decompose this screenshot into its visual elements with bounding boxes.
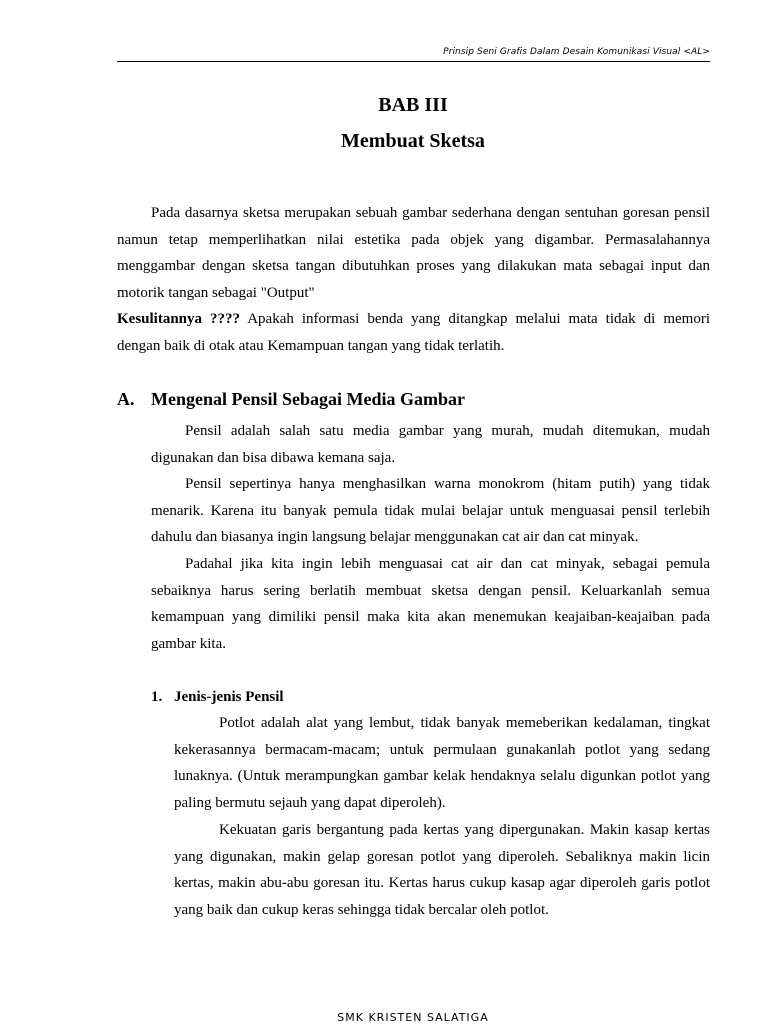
difficulty-text: Apakah informasi benda yang ditangkap melalui mata tidak di memori dengan baik di otak atau Kemampuan tangan yang tidak terlatih.: [117, 311, 710, 354]
subsection-1-number: 1.: [151, 689, 163, 705]
section-a-paragraph-1: Pensil adalah salah satu media gambar yang murah, mudah ditemukan, mudah digunakan dan bisa dibawa kemana saja.: [151, 423, 710, 466]
section-a-heading: [117, 389, 465, 410]
section-a-title: Mengenal Pensil Sebagai Media Gambar: [151, 389, 465, 409]
page-footer: SMK KRISTEN SALATIGA: [337, 1011, 489, 1024]
difficulty-paragraph: [117, 306, 710, 359]
subsection-1-paragraph-1: Potlot adalah alat yang lembut, tidak banyak memeberikan kedalaman, tingkat kekerasannya bermacam-macam; untuk permulaan gunakanlah potlot yang sedang lunaknya. (Untuk merampungkan gambar kelak hendaknya selalu digunkan potlot yang paling bermutu sejauh yang dapat diperoleh).: [174, 715, 710, 811]
section-a-paragraph-3: Padahal jika kita ingin lebih menguasai cat air dan cat minyak, sebagai pemula sebaiknya harus sering berlatih membuat sketsa dengan pensil. Keluarkanlah semua kemampuan yang dimiliki pensil maka kita akan menemukan keajaiban-keajaiban pada gambar kita.: [151, 556, 710, 652]
intro-paragraph: Pada dasarnya sketsa merupakan sebuah gambar sederhana dengan sentuhan goresan pensil namun tetap memperlihatkan nilai estetika pada objek yang digambar. Permasalahannya menggambar dengan sketsa tangan dibutuhkan proses yang dilakukan mata sebagai input dan motorik tangan sebagai "Output": [117, 205, 710, 301]
section-a-number: A.: [117, 389, 135, 409]
difficulty-label: Kesulitannya ????: [117, 311, 241, 327]
section-a-paragraph-2: Pensil sepertinya hanya menghasilkan warna monokrom (hitam putih) yang tidak menarik. Karena itu banyak pemula tidak mulai belajar untuk menguasai pensil terlebih dahulu dan biasanya ingin langsung belajar menggunakan cat air dan cat minyak.: [151, 476, 710, 545]
running-header: Prinsip Seni Grafis Dalam Desain Komunikasi Visual <AL>: [443, 47, 710, 57]
subsection-1-heading: [151, 689, 284, 706]
subsection-1-title: Jenis-jenis Pensil: [174, 689, 284, 705]
header-rule: [117, 61, 710, 62]
subsection-1-paragraph-2: Kekuatan garis bergantung pada kertas yang dipergunakan. Makin kasap kertas yang digunakan, makin gelap goresan potlot yang diperoleh. Sebaliknya makin licin kertas, makin abu-abu goresan itu. Kertas harus cukup kasap agar diperoleh garis potlot yang baik dan cukup keras sehingga tidak bercalar oleh potlot.: [174, 822, 710, 918]
chapter-label: BAB III: [378, 94, 448, 116]
chapter-title: Membuat Sketsa: [341, 130, 485, 152]
